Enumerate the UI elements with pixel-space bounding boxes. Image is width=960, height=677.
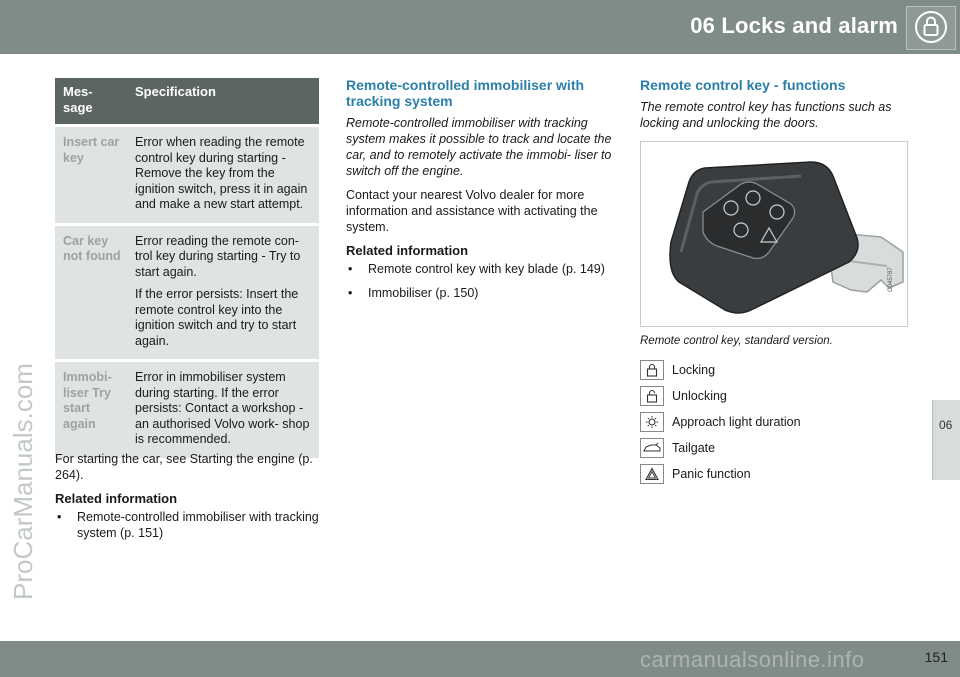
function-row-locking xyxy=(640,357,908,383)
page-footer xyxy=(0,641,960,677)
figure-caption: Remote control key, standard version. xyxy=(640,335,833,347)
function-row-panic xyxy=(640,461,908,487)
message-cell: Immobi- liser Try start again xyxy=(55,361,127,458)
function-label: Approach light duration xyxy=(672,415,801,429)
table-row xyxy=(55,361,319,458)
related-link[interactable]: • Immobiliser (p. 150) xyxy=(346,285,614,301)
chapter-side-tab[interactable] xyxy=(932,400,960,480)
starting-reference: For starting the car, see Starting the engine (p. 264). xyxy=(55,452,313,482)
related-list xyxy=(346,261,614,301)
spec-cell xyxy=(127,224,319,361)
section-heading: Remote-controlled immobiliser with tracking system xyxy=(346,77,585,109)
related-info-heading: Related information xyxy=(55,491,178,506)
related-list xyxy=(55,509,319,541)
spec-text: Error reading the remote con- trol key during starting - Try to start again. xyxy=(135,233,301,279)
light-icon xyxy=(640,412,664,432)
function-label: Tailgate xyxy=(672,441,716,455)
section-body: Contact your nearest Volvo dealer for more information and assistance with activating the system. xyxy=(346,188,598,234)
spec-cell xyxy=(127,361,319,458)
section-heading: Remote control key - functions xyxy=(640,77,846,93)
remote-key-illustration xyxy=(641,142,907,326)
function-row-tailgate xyxy=(640,435,908,461)
watermark-bottom: carmanualsonline.info xyxy=(640,647,865,672)
figure-id: G045787 xyxy=(888,267,894,292)
left-column-text xyxy=(55,451,319,549)
spec-text: If the error persists: Insert the remote control key into the ignition switch and try to start again. xyxy=(135,287,299,348)
function-label: Panic function xyxy=(672,467,751,481)
message-spec-table xyxy=(55,78,319,458)
immobiliser-section xyxy=(346,77,614,309)
spec-text: Error in immobiliser system during starting. If the error persists: Contact a workshop - an authorised Volvo work- shop is recommended. xyxy=(135,370,310,446)
function-row-unlocking xyxy=(640,383,908,409)
chapter-title: 06 Locks and alarm xyxy=(690,13,898,38)
related-info-heading: Related information xyxy=(346,243,469,258)
lock-icon xyxy=(640,360,664,380)
unlock-icon xyxy=(640,386,664,406)
page-number: 151 xyxy=(924,649,948,665)
page-header xyxy=(0,0,960,54)
section-intro: The remote control key has functions such as locking and unlocking the doors. xyxy=(640,100,892,130)
message-cell: Insert car key xyxy=(55,126,127,225)
tailgate-icon xyxy=(640,438,664,458)
remote-key-figure xyxy=(640,141,908,327)
key-functions-section xyxy=(640,77,908,487)
spec-text: Error when reading the remote control key during starting - Remove the key from the ignition switch, press it in again and make a new start attempt. xyxy=(135,135,308,211)
table-row xyxy=(55,126,319,225)
message-cell: Car key not found xyxy=(55,224,127,361)
table-header-message: Mes- sage xyxy=(55,78,127,126)
related-link[interactable]: • Remote control key with key blade (p. 149) xyxy=(346,261,614,277)
warning-triangle-icon xyxy=(640,464,664,484)
spec-cell xyxy=(127,126,319,225)
watermark-left: ProCarManuals.com xyxy=(8,363,38,600)
function-label: Unlocking xyxy=(672,389,727,403)
table-row xyxy=(55,224,319,361)
chapter-icon-box xyxy=(906,6,956,50)
padlock-icon xyxy=(914,10,948,44)
related-link[interactable]: • Remote-controlled immobiliser with tracking system (p. 151) xyxy=(55,509,319,541)
table-header-spec: Specification xyxy=(127,78,319,126)
function-row-approach-light xyxy=(640,409,908,435)
function-label: Locking xyxy=(672,363,716,377)
side-tab-label: 06 xyxy=(939,418,953,432)
section-intro: Remote-controlled immobiliser with tracking system makes it possible to track and locate the car, and to remotely activate the immobi- liser to switch off the engine. xyxy=(346,116,612,178)
